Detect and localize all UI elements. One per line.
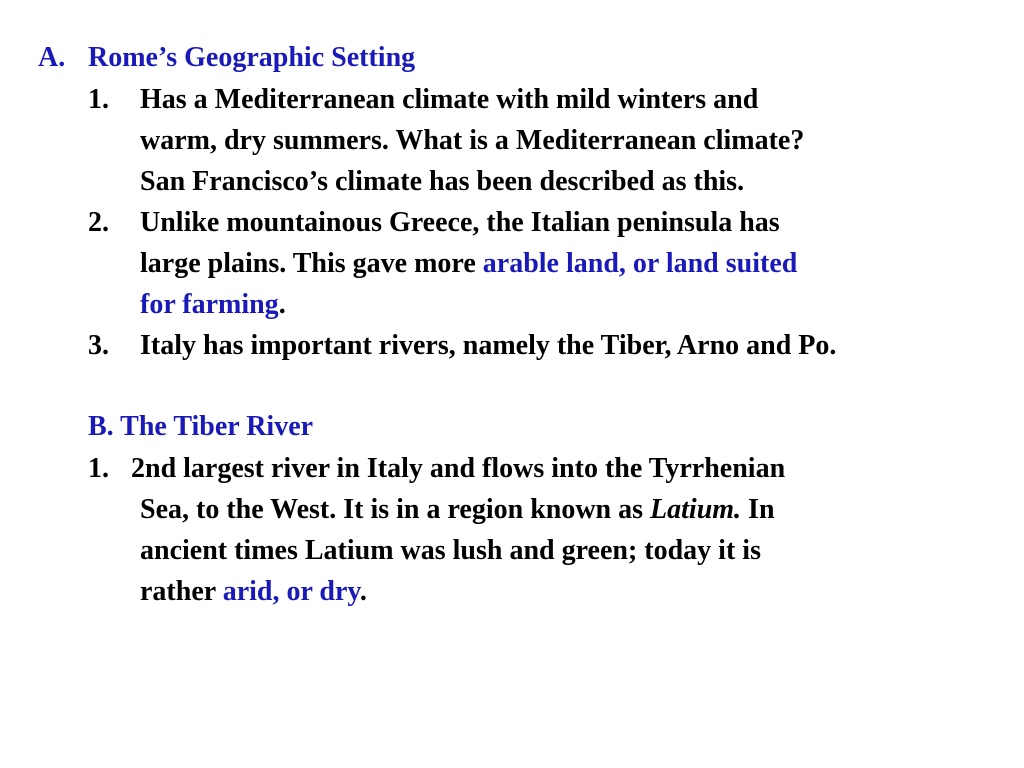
item-b1-line: 2nd largest river in Italy and flows into the Tyrrhenian (131, 453, 786, 484)
item-a1-number: 1. (88, 84, 109, 115)
term-arid: arid, or dry (222, 576, 360, 607)
item-a2-line (140, 291, 286, 319)
item-a3-line: Italy has important rivers, namely the Tiber, Arno and Po. (140, 330, 837, 361)
item-b1-punct: . (359, 576, 367, 607)
item-b1-line: ancient times Latium was lush and green; today it is (140, 535, 761, 566)
term-latium: Latium. (650, 494, 742, 525)
term-for-farming: for farming (140, 289, 279, 320)
item-a2-text: large plains. This gave more (140, 248, 483, 279)
section-b-title: B. The Tiber River (88, 411, 314, 442)
item-b1-text: Sea, to the West. It is in a region known as (140, 494, 651, 525)
section-a-title: Rome’s Geographic Setting (88, 42, 416, 73)
item-a1-line: warm, dry summers. What is a Mediterranean climate? (140, 125, 805, 156)
item-b1-text: In (741, 494, 775, 525)
item-a2-punct: . (278, 289, 286, 320)
item-a2-number: 2. (88, 207, 109, 238)
item-b1-line (140, 496, 775, 524)
item-b1-text: rather (140, 576, 223, 607)
item-a2-line: Unlike mountainous Greece, the Italian peninsula has (140, 207, 780, 238)
item-a1-line: Has a Mediterranean climate with mild winters and (140, 84, 759, 115)
item-b1-line (140, 578, 367, 606)
section-a-letter: A. (38, 42, 66, 73)
item-a2-line (140, 250, 797, 278)
item-a1-line: San Francisco’s climate has been described as this. (140, 166, 745, 197)
item-b1-number: 1. (88, 453, 109, 484)
term-arable-land: arable land, or land suited (482, 248, 798, 279)
item-a3-number: 3. (88, 330, 109, 361)
